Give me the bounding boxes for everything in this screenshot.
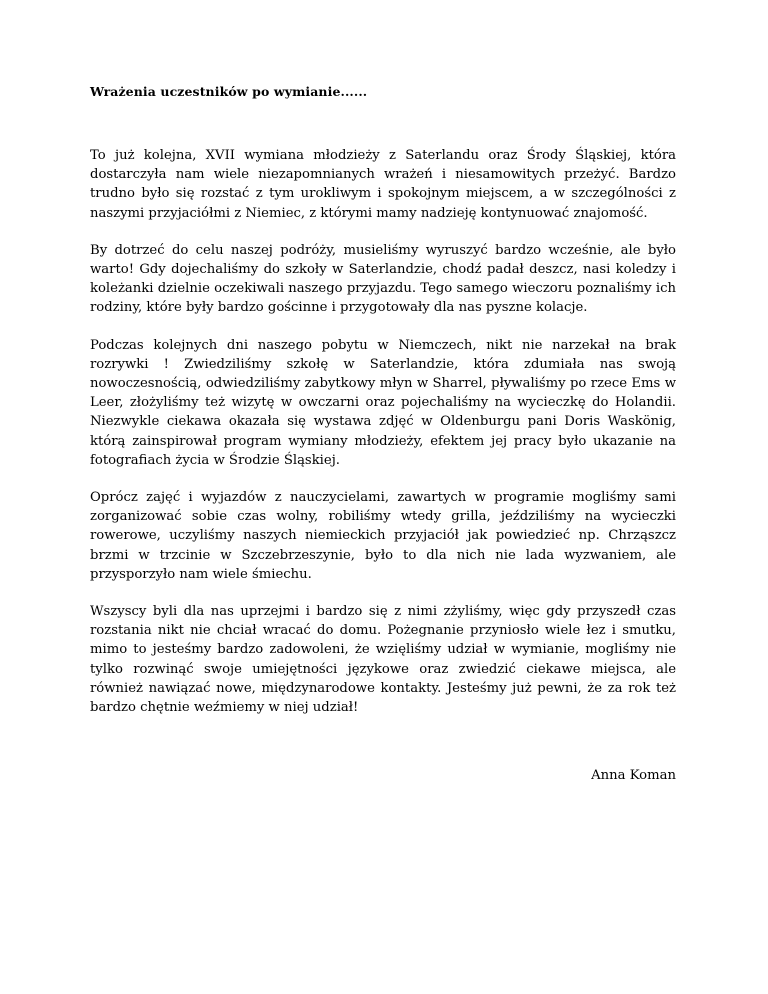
paragraph-1: To już kolejna, XVII wymiana młodzieży z Saterlandu oraz Środy Śląskiej, która dostarczyła nam wiele niezapomnianych wrażeń i niesamowitych przeżyć. Bardzo trudno było się rozstać z tym urokliwym i spokojnym miejscem, a w szczególności z naszymi przyjaciółmi z Niemiec, z którymi mamy nadzieję kontynuować znajomość. (90, 148, 676, 221)
document-body (90, 0, 676, 994)
paragraph-2: By dotrzeć do celu naszej podróży, musieliśmy wyruszyć bardzo wcześnie, ale było warto! Gdy dojechaliśmy do szkoły w Saterlandzie, chodź padał deszcz, nasi koledzy i koleżanki dzielnie oczekiwali naszego przyjazdu. Tego samego wieczoru poznaliśmy ich rodziny, które były bardzo gościnne i przygotowały dla nas pyszne kolacje. (90, 242, 676, 316)
document-title: Wrażenia uczestników po wymianie...... (90, 84, 368, 99)
author-signature: Anna Koman (591, 768, 676, 783)
document-text (90, 146, 676, 735)
paragraph-3: Podczas kolejnych dni naszego pobytu w Niemczech, nikt nie narzekał na brak rozrywki ! Zwiedziliśmy szkołę w Saterlandzie, która zdumiała nas swoją nowoczesnością, odwiedziliśmy zabytkowy młyn w Sharrel, pływaliśmy po rzece Ems w Leer, złożyliśmy też wizytę w owczarni oraz pojechaliśmy na wycieczkę do Holandii. Niezwykle ciekawa okazała się wystawa zdjęć w Oldenburgu pani Doris Waskönig, którą zainspirował program wymiany młodzieży, efektem jej pracy było ukazanie na fotografiach życia w Środzie Śląskiej. (90, 337, 676, 468)
paragraph-4: Oprócz zajęć i wyjazdów z nauczycielami, zawartych w programie mogliśmy sami zorganizować sobie czas wolny, robiliśmy wtedy grilla, jeździliśmy na wycieczki rowerowe, uczyliśmy naszych niemieckich przyjaciół jak powiedzieć np. Chrząszcz brzmi w trzcinie w Szczebrzeszynie, było to dla nich nie lada wyzwaniem, ale przysporzyło nam wiele śmiechu. (90, 490, 676, 582)
paragraph-5: Wszyscy byli dla nas uprzejmi i bardzo się z nimi zżyliśmy, więc gdy przyszedł czas rozstania nikt nie chciał wracać do domu. Pożegnanie przyniosło wiele łez i smutku, mimo to jesteśmy bardzo zadowoleni, że wzięliśmy udział w wymianie, mogliśmy nie tylko rozwinąć swoje umiejętności językowe oraz zwiedzić ciekawe miejsca, ale również nawiązać nowe, międzynarodowe kontakty. Jesteśmy już pewni, że za rok też bardzo chętnie weźmiemy w niej udział! (90, 604, 676, 716)
